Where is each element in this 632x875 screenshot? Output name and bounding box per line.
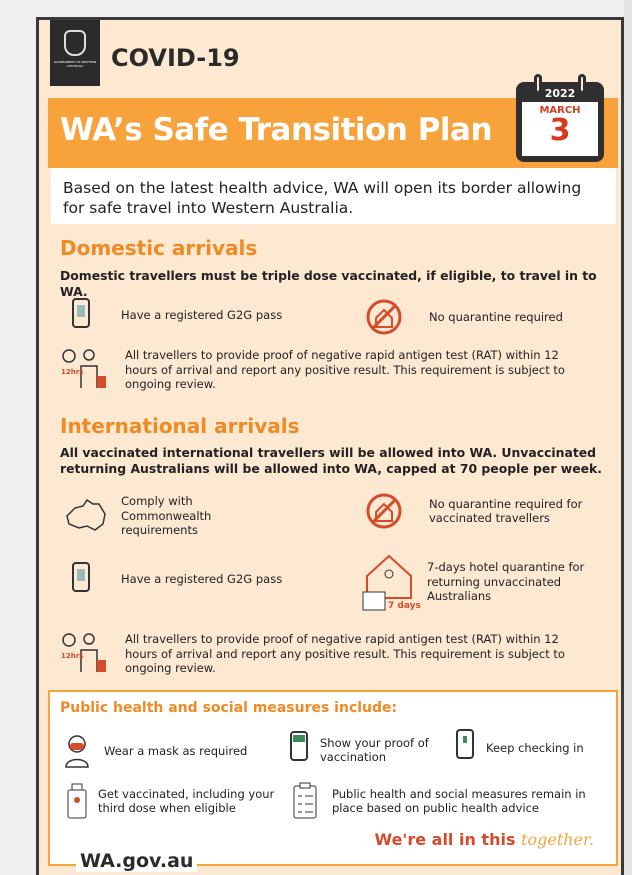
international-lead: All vaccinated international travellers will be allowed into WA. Unvaccinated returning Australians will be allowed into WA, capped at 70 people per week. — [60, 445, 602, 476]
check-in-phone-icon — [454, 728, 476, 768]
svg-text:12hrs: 12hrs — [61, 652, 84, 660]
domestic-heading: Domestic arrivals — [60, 236, 258, 260]
mask-icon — [64, 734, 90, 768]
measures-section — [48, 690, 618, 872]
website-link[interactable]: WA.gov.au — [76, 850, 197, 872]
phone-pass-icon — [65, 560, 99, 598]
international-heading: International arrivals — [60, 414, 300, 438]
list-item — [365, 492, 615, 530]
item-text: No quarantine required for vaccinated travellers — [429, 496, 583, 525]
poster — [36, 17, 624, 875]
list-item — [63, 494, 323, 538]
calendar-month: MARCH — [539, 105, 581, 116]
no-quarantine-icon — [365, 492, 403, 530]
item-text: Get vaccinated, including your third dose when eligible — [98, 786, 275, 815]
slogan-script: together. — [521, 830, 594, 849]
item-text: 7-days hotel quarantine for returning unvaccinated Australians — [427, 560, 585, 604]
list-item — [66, 782, 278, 820]
item-text: Keep checking in — [486, 740, 584, 755]
list-item — [64, 734, 247, 768]
topic-heading: COVID-19 — [111, 44, 240, 72]
list-item — [292, 782, 592, 820]
vaccine-vial-icon — [66, 782, 88, 820]
list-item — [61, 632, 581, 676]
item-text: Comply with Commonwealth requirements — [121, 494, 212, 537]
item-text: Wear a mask as required — [104, 743, 248, 758]
svg-text:7 days: 7 days — [388, 601, 421, 611]
calendar-icon — [516, 82, 604, 162]
svg-text:12hrs: 12hrs — [61, 368, 84, 376]
domestic-lead: Domestic travellers must be triple dose vaccinated, if eligible, to travel in to WA. — [60, 268, 597, 299]
list-item — [65, 560, 325, 598]
wa-government-logo — [50, 20, 100, 86]
item-text: Have a registered G2G pass — [121, 571, 283, 586]
hotel-quarantine-icon — [361, 552, 421, 612]
item-text: Have a registered G2G pass — [121, 307, 283, 322]
phone-pass-icon — [65, 296, 99, 334]
traveller-clock-icon — [61, 632, 109, 676]
list-item — [288, 730, 430, 770]
item-text: Public health and social measures remain in place based on public health advice — [332, 786, 586, 815]
item-text: All travellers to provide proof of negative rapid antigen test (RAT) within 12 hours of arrival and report any positive result. This requirement is subject to ongoing review. — [125, 348, 565, 392]
calendar-year: 2022 — [544, 87, 576, 100]
measures-heading: Public health and social measures include: — [60, 700, 398, 716]
no-quarantine-icon — [365, 298, 403, 336]
calendar-day: 3 — [549, 113, 571, 148]
list-item — [454, 728, 584, 768]
item-text: Show your proof of vaccination — [320, 735, 429, 764]
item-text: All travellers to provide proof of negative rapid antigen test (RAT) within 12 hours of arrival and report any positive result. This requirement is subject to ongoing review. — [125, 632, 565, 676]
item-text: No quarantine required — [429, 309, 563, 324]
logo-text: GOVERNMENT OF WESTERN AUSTRALIA — [53, 60, 97, 68]
page-title: WA’s Safe Transition Plan — [60, 112, 493, 148]
slogan — [375, 830, 595, 849]
list-item — [365, 298, 615, 336]
list-item — [65, 296, 325, 334]
list-item — [361, 552, 621, 612]
list-item — [61, 348, 581, 392]
australia-map-icon — [63, 498, 109, 534]
slogan-text: We're all in this — [374, 830, 516, 849]
intro-text: Based on the latest health advice, WA will open its border allowing for safe travel into Western Australia. — [51, 168, 616, 224]
clipboard-checklist-icon — [292, 782, 318, 820]
vaccination-proof-phone-icon — [288, 730, 310, 770]
traveller-clock-icon — [61, 348, 109, 392]
scrollbar[interactable] — [624, 0, 632, 875]
